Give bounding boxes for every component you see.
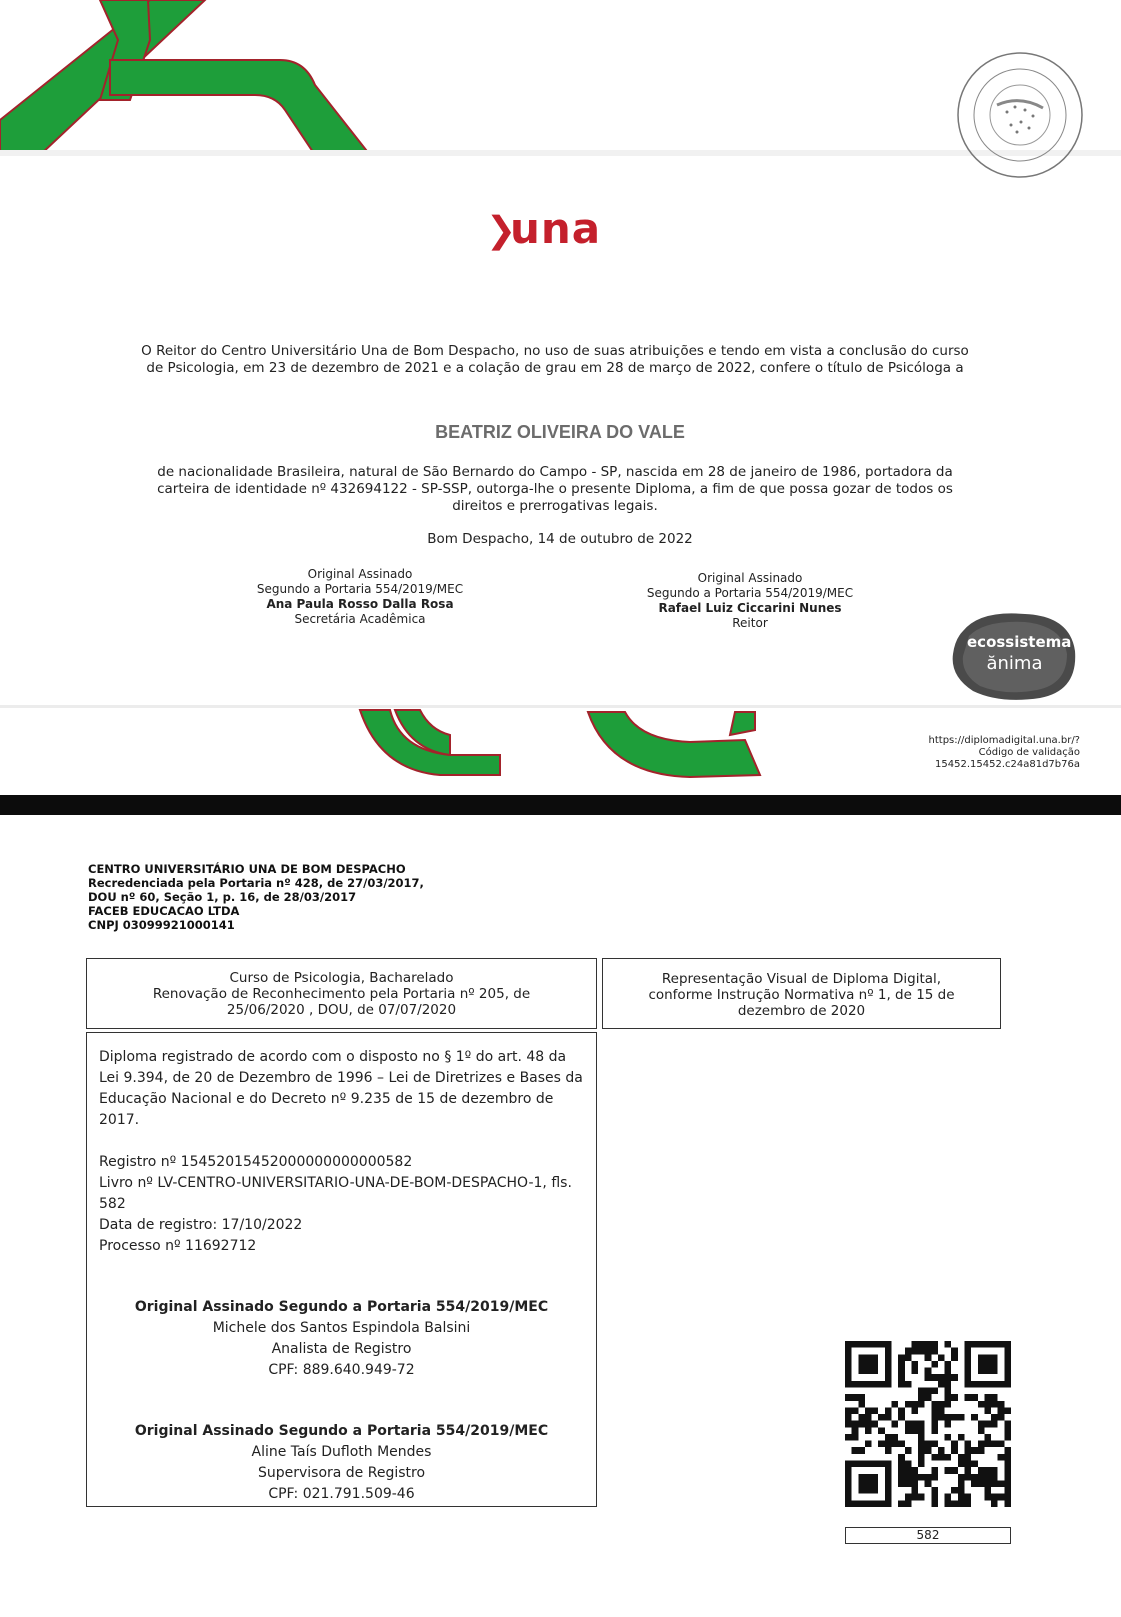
signature-line1: Original Assinado — [697, 571, 803, 585]
ecossistema-anima-logo — [945, 606, 1080, 706]
diploma-front — [0, 0, 1121, 795]
visual-line: conforme Instrução Normativa nº 1, de 15 de — [648, 987, 955, 1003]
livro-number: Livro nº LV-CENTRO-UNIVERSITARIO-UNA-DE-BOM-DESPACHO-1, fls. 582 — [99, 1175, 572, 1212]
logo-text: una — [510, 204, 602, 253]
top-left-stripes — [0, 0, 370, 155]
qr-code-icon[interactable] — [845, 1341, 1011, 1507]
process-number: Processo nº 11692712 — [99, 1238, 257, 1254]
signer-name: Aline Taís Dufloth Mendes — [251, 1444, 432, 1460]
course-line: 25/06/2020 , DOU, de 07/07/2020 — [226, 1002, 457, 1018]
qr-number: 582 — [845, 1527, 1011, 1544]
validation-code: 15452.15452.c24a81d7b76a — [935, 759, 1080, 770]
registration-box — [86, 1032, 597, 1507]
visual-line: Representação Visual de Diploma Digital, — [661, 971, 942, 987]
eco-line2: ănima — [986, 653, 1043, 674]
registration-details — [99, 1152, 584, 1257]
registry-signer-1 — [99, 1297, 584, 1381]
signer-role: Supervisora de Registro — [257, 1465, 426, 1481]
registration-statement: Diploma registrado de acordo com o disposto no § 1º do art. 48 da Lei 9.394, de 20 de Dezembro de 1996 – Lei de Diretrizes e Bases da Educação Nacional e do Decreto nº 9.235 de 15 de dezembro de 2017. — [99, 1049, 583, 1128]
signature-line2: Segundo a Portaria 554/2019/MEC — [256, 582, 464, 596]
course-line: Curso de Psicologia, Bacharelado — [229, 970, 454, 986]
signer-role: Secretária Acadêmica — [294, 612, 426, 626]
institution-line: DOU nº 60, Seção 1, p. 16, de 28/03/2017 — [88, 890, 357, 904]
signer-cpf: CPF: 021.791.509-46 — [268, 1486, 415, 1502]
signer-role: Reitor — [732, 616, 768, 630]
visual-line: dezembro de 2020 — [737, 1003, 866, 1019]
signature-line2: Segundo a Portaria 554/2019/MEC — [646, 586, 854, 600]
bottom-arcs — [360, 710, 760, 777]
institution-block — [88, 862, 588, 932]
conferral-statement: O Reitor do Centro Universitário Una de Bom Despacho, no uso de suas atribuições e tendo em vista a conclusão do curso de Psicologia, em 23 de dezembro de 2021 e a colação de grau em 28 de março de 2022, confere o título de Psicóloga a — [141, 343, 969, 376]
registro-number: Registro nº 15452015452000000000000582 — [99, 1154, 413, 1170]
graduate-details: de nacionalidade Brasileira, natural de São Bernardo do Campo - SP, nascida em 28 de janeiro de 1986, portadora da carteira de identidade nº 432694122 - SP-SSP, outorga-lhe o presente Diploma, a fim de que possa gozar de todos os direitos e prerrogativas legais. — [157, 464, 953, 514]
signer-name: Rafael Luiz Ciccarini Nunes — [658, 601, 842, 615]
institution-line: FACEB EDUCACAO LTDA — [88, 904, 240, 918]
validation-url[interactable]: https://diplomadigital.una.br/? — [928, 735, 1080, 746]
signer-title: Original Assinado Segundo a Portaria 554/2019/MEC — [134, 1299, 549, 1315]
place-and-date: Bom Despacho, 14 de outubro de 2022 — [427, 531, 693, 547]
eco-line1: ecossistema — [967, 633, 1072, 651]
registry-signer-2 — [99, 1421, 584, 1505]
logo-chevron-icon: ❯ — [486, 210, 517, 251]
una-logo — [486, 204, 612, 254]
signer-role: Analista de Registro — [271, 1341, 412, 1357]
signature-secretary — [200, 567, 520, 627]
signer-name: Ana Paula Rosso Dalla Rosa — [266, 597, 454, 611]
course-line: Renovação de Reconhecimento pela Portaria nº 205, de — [152, 986, 531, 1002]
institution-line: CNPJ 03099921000141 — [88, 918, 235, 932]
signer-title: Original Assinado Segundo a Portaria 554/2019/MEC — [134, 1423, 549, 1439]
institution-line: Recredenciada pela Portaria nº 428, de 27/03/2017, — [88, 876, 424, 890]
visual-representation-box — [602, 958, 1001, 1029]
signer-cpf: CPF: 889.640.949-72 — [268, 1362, 415, 1378]
signature-line1: Original Assinado — [307, 567, 413, 581]
registration-date: Data de registro: 17/10/2022 — [99, 1217, 303, 1233]
validation-label: Código de validação — [978, 747, 1080, 758]
page-divider — [0, 795, 1121, 815]
validation-info — [860, 735, 1080, 771]
signer-name: Michele dos Santos Espindola Balsini — [212, 1320, 471, 1336]
signature-rector — [590, 571, 910, 631]
institution-line: CENTRO UNIVERSITÁRIO UNA DE BOM DESPACHO — [88, 862, 406, 876]
course-box — [86, 958, 597, 1029]
graduate-name: BEATRIZ OLIVEIRA DO VALE — [435, 422, 685, 442]
republic-seal-icon — [955, 50, 1085, 180]
